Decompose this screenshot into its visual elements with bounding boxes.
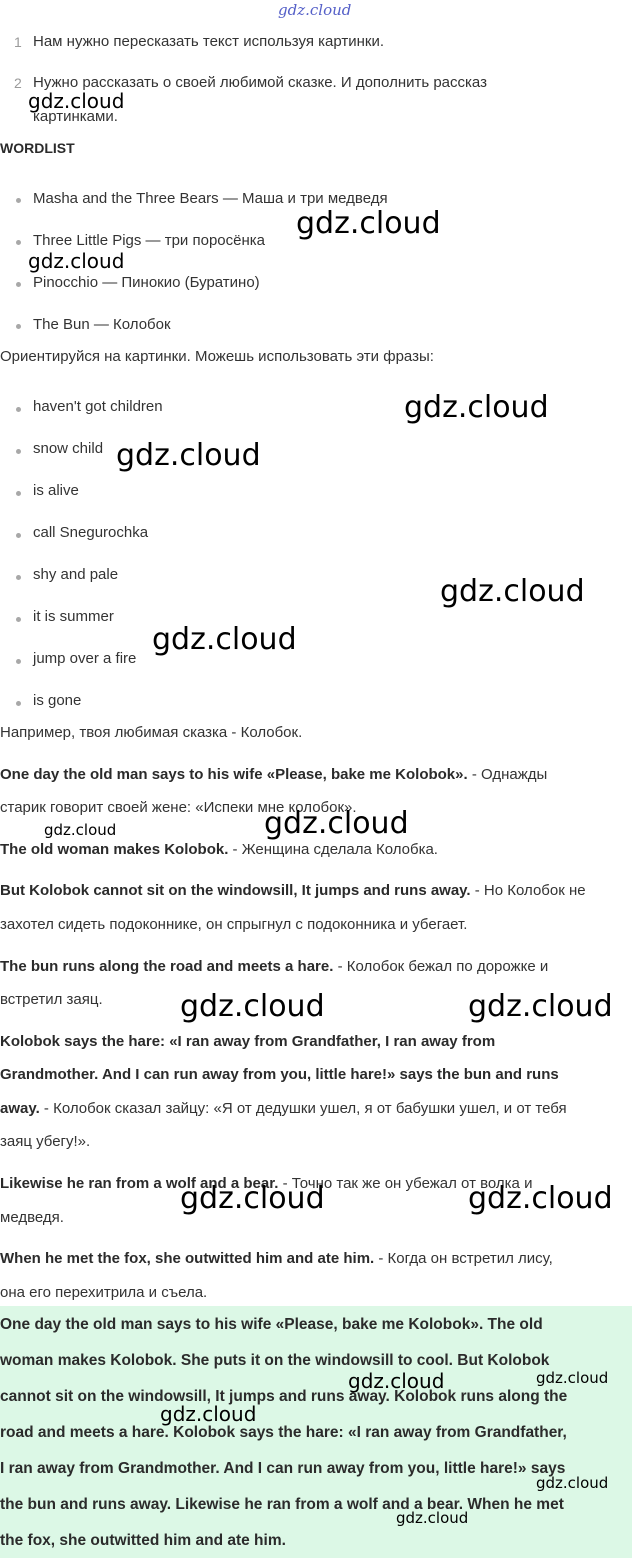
english-text: But Kolobok cannot sit on the windowsill, It jumps and runs away.	[0, 882, 471, 899]
summary-block	[0, 1306, 632, 1558]
english-text: Grandmother. And I can run away from you, little hare!» says the bun and runs	[0, 1066, 559, 1083]
bullet	[16, 198, 21, 203]
bullet	[16, 282, 21, 287]
russian-text: - Женщина сделала Колобка.	[228, 841, 438, 858]
summary-line: woman makes Kolobok. She puts it on the windowsill to cool. But Kolobok	[0, 1352, 550, 1369]
russian-text: заяц убегу!».	[0, 1133, 91, 1150]
english-text: Likewise he ran from a wolf and a bear.	[0, 1175, 279, 1192]
english-text: Kolobok says the hare: «I ran away from Grandfather, I ran away from	[0, 1033, 496, 1050]
watermark: gdz.cloud	[180, 1181, 325, 1216]
bullet	[16, 617, 21, 622]
list-item: Three Little Pigs — три поросёнка	[33, 232, 265, 249]
russian-text: встретил заяц.	[0, 991, 103, 1008]
summary-line: I ran away from Grandmother. And I can run away from you, little hare!» says	[0, 1460, 566, 1477]
summary-line: the bun and runs away. Likewise he ran from a wolf and a bear. When he met	[0, 1496, 564, 1513]
watermark: gdz.cloud	[536, 1369, 609, 1387]
bullet	[16, 701, 21, 706]
task-text: Нам нужно пересказать текст используя картинки.	[33, 33, 385, 50]
russian-text: - Колобок сказал зайцу: «Я от дедушки ушел, я от бабушки ушел, и от тебя	[39, 1100, 567, 1117]
russian-text: она его перехитрила и съела.	[0, 1284, 208, 1301]
task-text: картинками.	[33, 108, 118, 125]
list-item: Pinocchio — Пинокио (Буратино)	[33, 274, 260, 291]
russian-text: медведя.	[0, 1209, 64, 1226]
list-item: shy and pale	[33, 566, 119, 583]
watermark: gdz.cloud	[348, 1369, 445, 1393]
english-text: One day the old man says to his wife «Please, bake me Kolobok».	[0, 766, 468, 783]
english-text: The old woman makes Kolobok.	[0, 841, 229, 858]
bullet	[16, 407, 21, 412]
russian-text: - Колобок бежал по дорожке и	[333, 958, 549, 975]
bullet	[16, 324, 21, 329]
summary-line: the fox, she outwitted him and ate him.	[0, 1532, 286, 1549]
list-item: it is summer	[33, 608, 114, 625]
list-item: is alive	[33, 482, 79, 499]
bullet	[16, 659, 21, 664]
task-number: 1	[14, 34, 22, 50]
bullet	[16, 533, 21, 538]
watermark: gdz.cloud	[28, 249, 125, 273]
wordlist-heading: WORDLIST	[0, 140, 75, 156]
russian-text: - Точно так же он убежал от волка и	[278, 1175, 533, 1192]
english-text: away.	[0, 1100, 40, 1117]
watermark: gdz.cloud	[44, 821, 117, 839]
bullet	[16, 575, 21, 580]
watermark-top: gdz.cloud	[278, 1, 352, 19]
watermark: gdz.cloud	[536, 1474, 609, 1492]
task-text: Нужно рассказать о своей любимой сказке. И дополнить рассказ	[33, 74, 487, 91]
russian-text: - Когда он встретил лису,	[374, 1250, 553, 1267]
example-intro: Например, твоя любимая сказка - Колобок.	[0, 724, 303, 741]
russian-text: старик говорит своей жене: «Испеки мне колобок».	[0, 799, 357, 816]
english-text: When he met the fox, she outwitted him and ate him.	[0, 1250, 375, 1267]
summary-line: cannot sit on the windowsill, It jumps and runs away. Kolobok runs along the	[0, 1388, 568, 1405]
summary-line: One day the old man says to his wife «Please, bake me Kolobok». The old	[0, 1316, 543, 1333]
watermark: gdz.cloud	[404, 390, 549, 425]
watermark: gdz.cloud	[160, 1402, 257, 1426]
watermark: gdz.cloud	[468, 1181, 613, 1216]
list-item: is gone	[33, 692, 82, 709]
bullet	[16, 240, 21, 245]
list-item: The Bun — Колобок	[33, 316, 171, 333]
english-text: The bun runs along the road and meets a hare.	[0, 958, 334, 975]
summary-line: road and meets a hare. Kolobok says the hare: «I ran away from Grandfather,	[0, 1424, 567, 1441]
bullet	[16, 491, 21, 496]
list-item: haven't got children	[33, 398, 163, 415]
watermark: gdz.cloud	[116, 438, 261, 473]
russian-text: - Но Колобок не	[470, 882, 586, 899]
phrases-intro: Ориентируйся на картинки. Можешь использовать эти фразы:	[0, 348, 434, 365]
list-item: call Snegurochka	[33, 524, 149, 541]
list-item: Masha and the Three Bears — Маша и три медведя	[33, 190, 388, 207]
russian-text: захотел сидеть подоконнике, он спрыгнул с подоконника и убегает.	[0, 916, 468, 933]
watermark: gdz.cloud	[440, 574, 585, 609]
list-item: snow child	[33, 440, 104, 457]
watermark: gdz.cloud	[396, 1509, 469, 1527]
task-number: 2	[14, 75, 22, 91]
watermark: gdz.cloud	[468, 989, 613, 1024]
bullet	[16, 449, 21, 454]
watermark: gdz.cloud	[28, 89, 125, 113]
watermark: gdz.cloud	[296, 206, 441, 241]
list-item: jump over a fire	[33, 650, 137, 667]
russian-text: - Однажды	[467, 766, 548, 783]
watermark: gdz.cloud	[180, 989, 325, 1024]
watermark: gdz.cloud	[264, 806, 409, 841]
watermark: gdz.cloud	[152, 622, 297, 657]
